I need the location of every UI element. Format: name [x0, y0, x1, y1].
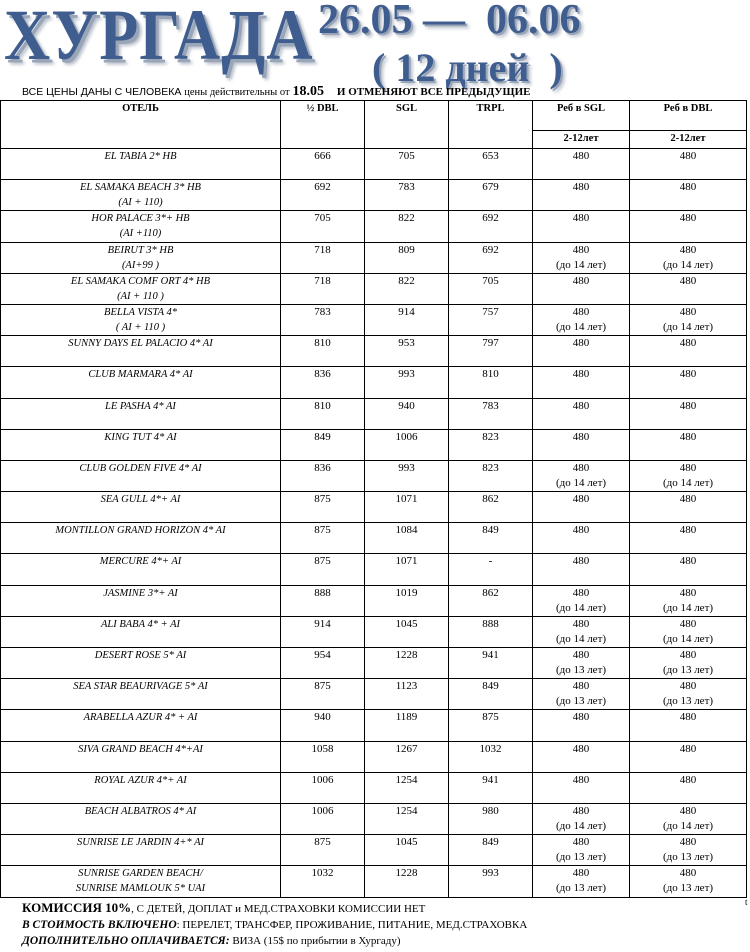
child-price: 480: [572, 150, 590, 162]
price-sgl: 1019: [365, 585, 449, 616]
price-trpl: 993: [449, 866, 533, 897]
child-price: 480: [679, 680, 697, 693]
child-sgl-price: [533, 242, 630, 273]
child-price: 480: [572, 586, 590, 599]
child-price: 480: [572, 804, 590, 817]
table-row: [1, 616, 747, 647]
child-price: 480: [679, 461, 697, 474]
price-dbl: 875: [281, 492, 365, 523]
hotel-cell: [1, 616, 281, 647]
child-age-limit: (до 13 лет): [555, 695, 607, 708]
child-price: 480: [679, 274, 697, 287]
price-trpl: 810: [449, 367, 533, 398]
table-row: [1, 242, 747, 273]
hotel-line: EL SAMAKA BEACH 3* HB: [80, 182, 201, 194]
price-sgl: 1123: [365, 679, 449, 710]
hotel-line: BELLA VISTA 4*: [104, 306, 177, 318]
child-age-limit: (до 14 лет): [555, 258, 607, 271]
child-age-limit: (до 14 лет): [555, 632, 607, 645]
child-dbl-price: [630, 336, 747, 367]
child-price: 480: [679, 586, 697, 599]
price-sgl: 940: [365, 398, 449, 429]
hotel-cell: [1, 585, 281, 616]
child-dbl-price: [630, 648, 747, 679]
footer-commission: [22, 900, 527, 917]
child-sgl-price: [533, 866, 630, 897]
hotel-cell: [1, 554, 281, 585]
price-dbl: 875: [281, 554, 365, 585]
hotel-line: BEIRUT 3* HB: [107, 244, 174, 256]
child-sgl-price: [533, 835, 630, 866]
table-row: [1, 585, 747, 616]
child-dbl-price: [630, 211, 747, 242]
table-row: [1, 429, 747, 460]
child-sgl-price: [533, 398, 630, 429]
table-row: [1, 772, 747, 803]
child-price: 480: [572, 649, 590, 661]
child-price: 480: [679, 430, 697, 443]
price-sgl: 809: [365, 242, 449, 273]
child-price: 480: [572, 212, 590, 225]
hotel-cell: [1, 492, 281, 523]
child-age-limit: (до 13 лет): [662, 664, 714, 676]
child-price: 480: [572, 305, 590, 318]
hotel-line: SUNNY DAYS EL PALACIO 4* AI: [68, 338, 213, 350]
child-dbl-price: [630, 585, 747, 616]
table-row: [1, 492, 747, 523]
child-dbl-price: [630, 679, 747, 710]
price-trpl: 679: [449, 180, 533, 211]
col-half-dbl: ½ DBL: [281, 101, 365, 149]
notice-valid-date: 18.05: [292, 84, 324, 99]
child-dbl-price: [630, 304, 747, 335]
footer-included: [22, 917, 527, 933]
child-price: 480: [679, 524, 697, 537]
hotel-line: EL TABIA 2* HB: [104, 151, 177, 162]
table-row: [1, 398, 747, 429]
child-price: 480: [572, 680, 590, 693]
price-dbl: 1006: [281, 803, 365, 834]
price-dbl: 718: [281, 242, 365, 273]
child-dbl-price: [630, 367, 747, 398]
child-age-limit: (до 14 лет): [662, 258, 714, 271]
child-price: 480: [572, 493, 590, 506]
price-trpl: 849: [449, 835, 533, 866]
child-age-limit: (до 14 лет): [662, 476, 714, 489]
table-header-row: [1, 101, 747, 131]
hotel-line: CLUB MARMARA 4* AI: [88, 369, 193, 381]
price-dbl: 836: [281, 367, 365, 398]
notice-prefix: ВСЕ ЦЕНЫ ДАНЫ С ЧЕЛОВЕКА: [22, 86, 182, 98]
child-age-limit: (до 14 лет): [662, 632, 714, 645]
table-row: [1, 803, 747, 834]
hotel-cell: [1, 741, 281, 772]
child-price: 480: [572, 368, 590, 381]
price-table: [0, 100, 747, 898]
price-trpl: 757: [449, 304, 533, 335]
child-sgl-price: [533, 180, 630, 211]
child-price: 480: [572, 711, 590, 724]
price-trpl: 849: [449, 523, 533, 554]
child-dbl-price: [630, 554, 747, 585]
price-dbl: 705: [281, 211, 365, 242]
price-dbl: 914: [281, 616, 365, 647]
child-price: 480: [679, 804, 697, 817]
child-sgl-price: [533, 429, 630, 460]
table-row: [1, 523, 747, 554]
price-sgl: 783: [365, 180, 449, 211]
extra-text: ВИЗА (15$ по прибытии в Хургаду): [229, 935, 401, 947]
child-price: 480: [679, 493, 697, 506]
col-sgl: SGL: [365, 101, 449, 149]
table-row: [1, 710, 747, 741]
child-age-limit: (до 14 лет): [555, 320, 607, 333]
child-sgl-price: [533, 523, 630, 554]
child-sgl-price: [533, 554, 630, 585]
child-dbl-price: [630, 492, 747, 523]
child-sgl-price: [533, 585, 630, 616]
hotel-cell: [1, 149, 281, 180]
price-sgl: 1006: [365, 429, 449, 460]
child-dbl-price: [630, 429, 747, 460]
hotel-line: KING TUT 4* AI: [104, 431, 177, 443]
hotel-cell: [1, 460, 281, 491]
child-price: 480: [679, 368, 697, 381]
price-trpl: 823: [449, 429, 533, 460]
child-sgl-price: [533, 149, 630, 180]
price-trpl: 849: [449, 679, 533, 710]
child-price: 480: [572, 337, 590, 350]
price-trpl: 705: [449, 273, 533, 304]
table-row: [1, 304, 747, 335]
price-sgl: 705: [365, 149, 449, 180]
col-child-sgl: Реб в SGL: [533, 101, 630, 131]
child-sgl-price: [533, 460, 630, 491]
hotel-line: SUNRISE GARDEN BEACH/: [78, 868, 203, 880]
footer-extra: [22, 933, 527, 949]
hotel-cell: [1, 523, 281, 554]
hotel-line: ROYAL AZUR 4*+ AI: [94, 774, 187, 786]
price-trpl: 1032: [449, 741, 533, 772]
hotel-line: SUNRISE LE JARDIN 4+* AI: [76, 837, 205, 849]
hotel-line: ARABELLA AZUR 4* + AI: [83, 712, 198, 724]
price-trpl: 653: [449, 149, 533, 180]
table-row: [1, 835, 747, 866]
price-trpl: 692: [449, 242, 533, 273]
child-price: 480: [679, 337, 697, 350]
price-trpl: 692: [449, 211, 533, 242]
hotel-cell: [1, 242, 281, 273]
hotel-line: ( AI + 110 ): [115, 321, 166, 333]
child-dbl-price: [630, 523, 747, 554]
title-duration: ( 12 дней ): [372, 45, 563, 90]
hotel-cell: [1, 398, 281, 429]
child-sgl-price: [533, 367, 630, 398]
child-sgl-price: [533, 710, 630, 741]
child-dbl-price: [630, 460, 747, 491]
child-sgl-price: [533, 336, 630, 367]
price-sgl: 993: [365, 367, 449, 398]
child-sgl-price: [533, 273, 630, 304]
child-sgl-price: [533, 803, 630, 834]
price-dbl: 783: [281, 304, 365, 335]
price-sgl: 914: [365, 304, 449, 335]
child-age-limit: (до 13 лет): [555, 882, 607, 895]
price-dbl: 810: [281, 398, 365, 429]
price-dbl: 875: [281, 523, 365, 554]
commission-text: , С ДЕТЕЙ, ДОПЛАТ и МЕД.СТРАХОВКИ КОМИССИИ НЕТ: [131, 903, 426, 915]
price-sgl: 822: [365, 211, 449, 242]
child-sgl-price: [533, 492, 630, 523]
hotel-cell: [1, 648, 281, 679]
child-dbl-price: [630, 803, 747, 834]
commission-label: КОМИССИЯ 10%: [22, 900, 132, 915]
hotel-cell: [1, 336, 281, 367]
hotel-line: (AI +110): [119, 228, 162, 240]
col-hotel: ОТЕЛЬ: [1, 101, 281, 149]
child-price: 480: [679, 399, 697, 412]
price-sgl: 1045: [365, 835, 449, 866]
price-trpl: 862: [449, 585, 533, 616]
child-age-limit: (до 14 лет): [662, 601, 714, 614]
hotel-line: (AI+99 ): [121, 259, 160, 271]
hotel-cell: [1, 772, 281, 803]
price-sgl: 1084: [365, 523, 449, 554]
included-text: : ПЕРЕЛЕТ, ТРАНСФЕР, ПРОЖИВАНИЕ, ПИТАНИЕ, МЕД.СТРАХОВКА: [176, 919, 528, 931]
notice-cancel: И ОТМЕНЯЮТ ВСЕ ПРЕДЫДУЩИЕ: [336, 86, 531, 98]
child-dbl-price: [630, 180, 747, 211]
included-label: В СТОИМОСТЬ ВКЛЮЧЕНО: [22, 919, 177, 931]
hotel-line: ALI BABA 4* + AI: [100, 618, 181, 630]
price-sgl: 1228: [365, 866, 449, 897]
hotel-cell: [1, 180, 281, 211]
hotel-cell: [1, 367, 281, 398]
child-age-limit: (до 13 лет): [662, 851, 714, 864]
price-sgl: 1267: [365, 741, 449, 772]
hotel-cell: [1, 429, 281, 460]
child-sgl-price: [533, 679, 630, 710]
child-price: 480: [679, 836, 697, 849]
hotel-cell: [1, 679, 281, 710]
child-age-limit: (до 14 лет): [662, 320, 714, 333]
price-dbl: 940: [281, 710, 365, 741]
child-age-limit: (до 14 лет): [555, 819, 607, 832]
hotel-line: BEACH ALBATROS 4* AI: [84, 805, 197, 817]
child-price: 480: [679, 773, 697, 786]
table-row: [1, 741, 747, 772]
hotel-line: HOR PALACE 3*+ HB: [91, 213, 190, 225]
price-dbl: 1006: [281, 772, 365, 803]
child-age-limit: (до 14 лет): [555, 601, 607, 614]
price-dbl: 954: [281, 648, 365, 679]
price-notice: [22, 84, 530, 100]
child-dbl-price: [630, 866, 747, 897]
hotel-line: SIVA GRAND BEACH 4*+AI: [78, 743, 203, 755]
child-sgl-price: [533, 211, 630, 242]
price-sgl: 1071: [365, 554, 449, 585]
price-trpl: 823: [449, 460, 533, 491]
child-price: 480: [572, 181, 590, 194]
hotel-cell: [1, 835, 281, 866]
child-sgl-price: [533, 741, 630, 772]
col-trpl: TRPL: [449, 101, 533, 149]
child-age-limit: (до 13 лет): [662, 695, 714, 708]
child-price: 480: [679, 212, 697, 225]
child-sgl-price: [533, 648, 630, 679]
col-child-dbl: Реб в DBL: [630, 101, 747, 131]
table-row: [1, 460, 747, 491]
child-dbl-price: [630, 616, 747, 647]
child-price: 480: [679, 617, 697, 630]
table-row: [1, 866, 747, 897]
child-price: 480: [572, 274, 590, 287]
margin-mark: t: [745, 897, 748, 907]
hotel-line: DESERT ROSE 5* AI: [94, 650, 187, 661]
child-sgl-price: [533, 616, 630, 647]
price-sgl: 1228: [365, 648, 449, 679]
hotel-line: (AI + 110 ): [117, 290, 164, 302]
price-sgl: 1254: [365, 803, 449, 834]
hotel-line: MONTILLON GRAND HORIZON 4* AI: [55, 525, 226, 537]
extra-label: ДОПОЛНИТЕЛЬНО ОПЛАЧИВАЕТСЯ:: [22, 935, 230, 947]
price-sgl: 1189: [365, 710, 449, 741]
child-age-limit: (до 14 лет): [555, 476, 607, 489]
child-price: 480: [679, 305, 697, 318]
child-dbl-price: [630, 772, 747, 803]
price-dbl: 718: [281, 273, 365, 304]
child-age-limit: (до 13 лет): [555, 851, 607, 864]
price-dbl: 692: [281, 180, 365, 211]
hotel-line: MERCURE 4*+ AI: [99, 556, 182, 568]
table-row: [1, 679, 747, 710]
table-row: [1, 273, 747, 304]
price-dbl: 888: [281, 585, 365, 616]
child-dbl-price: [630, 835, 747, 866]
price-sgl: 1071: [365, 492, 449, 523]
price-trpl: 941: [449, 772, 533, 803]
child-dbl-price: [630, 398, 747, 429]
hotel-line: (AI + 110): [118, 197, 163, 209]
price-dbl: 1058: [281, 741, 365, 772]
child-price: 480: [679, 243, 697, 256]
price-dbl: 875: [281, 679, 365, 710]
price-trpl: 941: [449, 648, 533, 679]
child-dbl-price: [630, 242, 747, 273]
hotel-line: LE PASHA 4* AI: [105, 400, 176, 412]
child-price: 480: [679, 711, 697, 724]
child-price: 480: [572, 524, 590, 537]
footer-notes: [22, 900, 527, 949]
table-row: [1, 554, 747, 585]
hotel-line: SEA GULL 4*+ AI: [100, 494, 181, 506]
hotel-cell: [1, 273, 281, 304]
child-price: 480: [572, 836, 590, 849]
price-trpl: 862: [449, 492, 533, 523]
price-trpl: 980: [449, 803, 533, 834]
price-dbl: 836: [281, 460, 365, 491]
table-row: [1, 648, 747, 679]
child-dbl-price: [630, 741, 747, 772]
child-age-limit: (до 13 лет): [662, 882, 714, 895]
child-dbl-age: 2-12лет: [630, 131, 747, 149]
child-price: 480: [679, 181, 697, 194]
table-row: [1, 211, 747, 242]
child-age-limit: (до 14 лет): [662, 819, 714, 832]
child-price: 480: [572, 742, 590, 755]
price-trpl: 888: [449, 616, 533, 647]
title-city: ХУРГАДА: [4, 0, 314, 75]
price-trpl: -: [449, 554, 533, 585]
child-price: 480: [572, 399, 590, 412]
price-dbl: 849: [281, 429, 365, 460]
child-sgl-price: [533, 304, 630, 335]
price-dbl: 666: [281, 149, 365, 180]
hotel-cell: [1, 866, 281, 897]
child-price: 480: [572, 555, 590, 568]
child-price: 480: [572, 461, 590, 474]
price-sgl: 953: [365, 336, 449, 367]
price-sgl: 1045: [365, 616, 449, 647]
hotel-line: SUNRISE MAMLOUK 5* UAI: [75, 883, 206, 895]
hotel-line: JASMINE 3*+ AI: [103, 587, 178, 599]
child-price: 480: [572, 243, 590, 256]
table-row: [1, 180, 747, 211]
notice-valid-from: цены действительны от: [184, 87, 290, 98]
table-row: [1, 336, 747, 367]
child-price: 480: [679, 742, 697, 755]
hotel-cell: [1, 304, 281, 335]
title-dates: 26.05 — 06.06: [318, 0, 581, 43]
child-price: 480: [572, 867, 590, 880]
child-price: 480: [679, 150, 697, 162]
child-price: 480: [679, 649, 697, 661]
table-body: [1, 149, 747, 898]
child-dbl-price: [630, 710, 747, 741]
price-sgl: 822: [365, 273, 449, 304]
table-row: [1, 367, 747, 398]
price-sgl: 993: [365, 460, 449, 491]
price-trpl: 797: [449, 336, 533, 367]
child-price: 480: [679, 867, 697, 880]
child-price: 480: [572, 617, 590, 630]
table-row: [1, 149, 747, 180]
hotel-line: SEA STAR BEAURIVAGE 5* AI: [73, 681, 208, 693]
child-sgl-age: 2-12лет: [533, 131, 630, 149]
price-dbl: 875: [281, 835, 365, 866]
price-trpl: 783: [449, 398, 533, 429]
hotel-line: EL SAMAKA COMF ORT 4* HB: [70, 275, 211, 287]
child-sgl-price: [533, 772, 630, 803]
hotel-cell: [1, 211, 281, 242]
child-age-limit: (до 13 лет): [555, 664, 607, 676]
price-dbl: 810: [281, 336, 365, 367]
child-price: 480: [572, 773, 590, 786]
child-price: 480: [572, 430, 590, 443]
price-trpl: 875: [449, 710, 533, 741]
price-dbl: 1032: [281, 866, 365, 897]
hotel-cell: [1, 710, 281, 741]
hotel-line: CLUB GOLDEN FIVE 4* AI: [79, 462, 202, 474]
price-sgl: 1254: [365, 772, 449, 803]
child-dbl-price: [630, 273, 747, 304]
child-dbl-price: [630, 149, 747, 180]
hotel-cell: [1, 803, 281, 834]
child-price: 480: [679, 555, 697, 568]
